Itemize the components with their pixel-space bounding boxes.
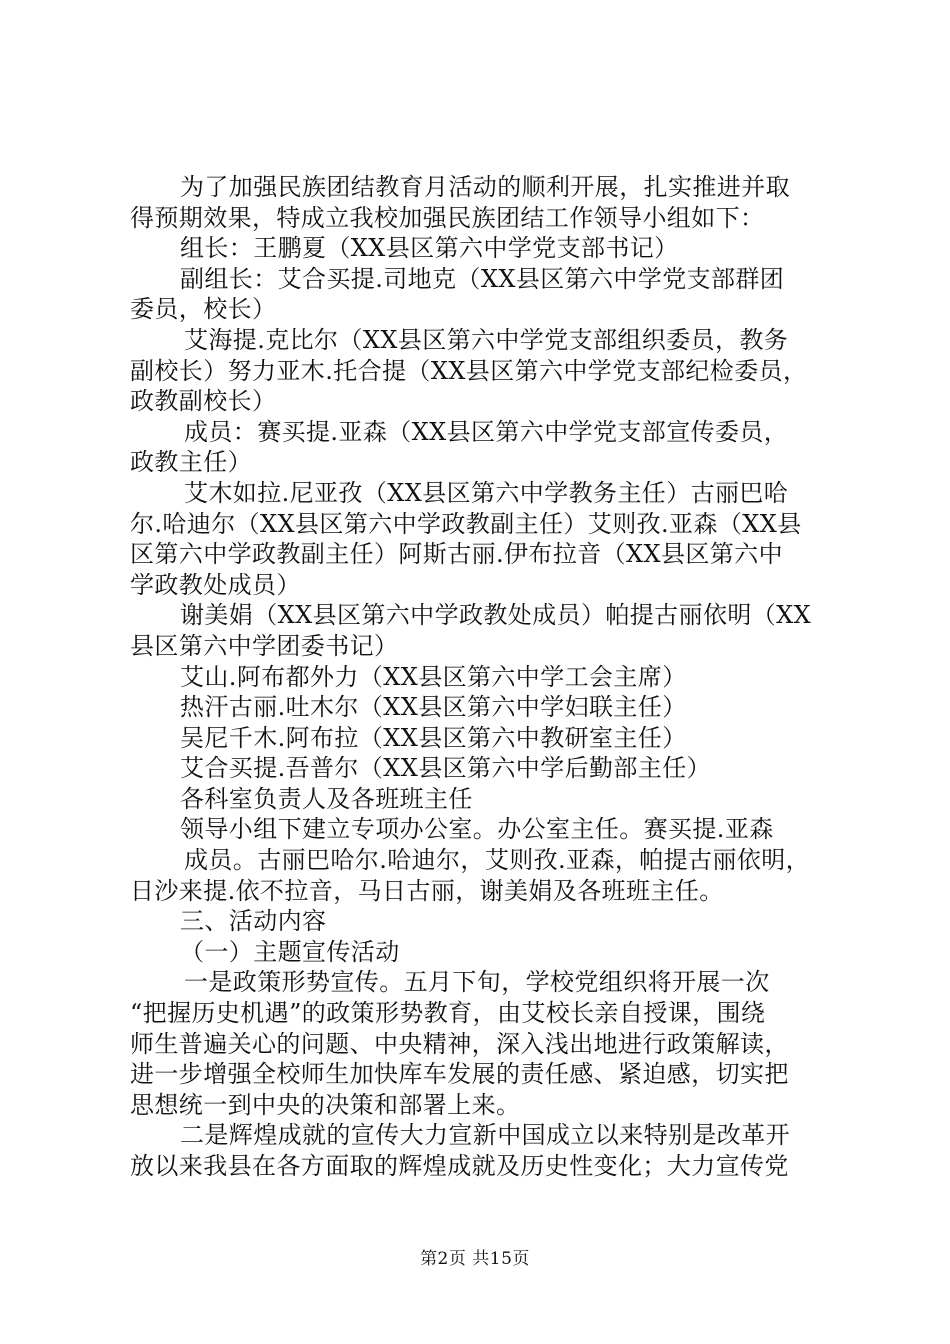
paragraph-line: 副校长）努力亚木.托合提（XX县区第六中学党支部纪检委员，: [130, 356, 808, 385]
paragraph-line: 成员。古丽巴哈尔.哈迪尔，艾则孜.亚森，帕提古丽依明，: [184, 846, 811, 875]
paragraph-line: 艾木如拉.尼亚孜（XX县区第六中学教务主任）古丽巴哈: [184, 478, 789, 507]
paragraph-line: 一是政策形势宣传。五月下旬，学校党组织将开展一次: [184, 968, 770, 997]
page-footer: 第2页 共15页: [420, 1249, 530, 1269]
paragraph-line: 二是辉煌成就的宣传大力宣新中国成立以来特别是改革开: [180, 1121, 790, 1150]
paragraph-line: 委员，校长）: [130, 295, 277, 324]
paragraph-line: 县区第六中学团委书记）: [130, 631, 399, 660]
paragraph-line: 副组长：艾合买提.司地克（XX县区第六中学党支部群团: [180, 264, 785, 293]
paragraph-line: 艾合买提.吾普尔（XX县区第六中学后勤部主任）: [180, 754, 711, 783]
paragraph-line: 成员：赛买提.亚森（XX县区第六中学党支部宣传委员，: [184, 417, 789, 446]
paragraph-line: 吴尼千木.阿布拉（XX县区第六中教研室主任）: [180, 723, 687, 752]
paragraph-line: 政教主任）: [130, 448, 252, 477]
paragraph-line: 师生普遍关心的问题、中央精神，深入浅出地进行政策解读，: [130, 1029, 789, 1058]
paragraph-line: 为了加强民族团结教育月活动的顺利开展，扎实推进并取: [180, 173, 790, 201]
paragraph-line: 组长：王鹏夏（XX县区第六中学党支部书记）: [180, 234, 679, 263]
subsection-heading: （一）主题宣传活动: [180, 937, 400, 966]
paragraph-line: 区第六中学政教副主任）阿斯古丽.伊布拉音（XX县区第六中: [130, 540, 783, 569]
paragraph-line: 各科室负责人及各班班主任: [180, 784, 473, 813]
paragraph-line: 艾山.阿布都外力（XX县区第六中学工会主席）: [180, 662, 687, 691]
paragraph-line: 放以来我县在各方面取的辉煌成就及历史性变化；大力宣传党: [130, 1152, 789, 1180]
paragraph-line: 得预期效果，特成立我校加强民族团结工作领导小组如下：: [130, 203, 765, 232]
paragraph-line: 进一步增强全校师生加快库车发展的责任感、紧迫感，切实把: [130, 1060, 789, 1089]
paragraph-line: 思想统一到中央的决策和部署上来。: [130, 1090, 521, 1119]
paragraph-line: 领导小组下建立专项办公室。办公室主任。赛买提.亚森: [180, 815, 774, 844]
paragraph-line: 学政教处成员）: [130, 570, 301, 599]
section-heading: 三、活动内容: [180, 907, 327, 936]
document-body: [130, 172, 830, 1182]
paragraph-line: 日沙来提.依不拉音，马日古丽，谢美娟及各班班主任。: [130, 876, 724, 905]
paragraph-line: “把握历史机遇”的政策形势教育，由艾校长亲自授课，围绕: [130, 999, 766, 1028]
paragraph-line: 艾海提.克比尔（XX县区第六中学党支部组织委员，教务: [184, 325, 789, 354]
paragraph-line: 尔.哈迪尔（XX县区第六中学政教副主任）艾则孜.亚森（XX县: [130, 509, 802, 538]
paragraph-line: 热汗古丽.吐木尔（XX县区第六中学妇联主任）: [180, 693, 687, 722]
paragraph-line: 政教副校长）: [130, 387, 277, 416]
paragraph-line: 谢美娟（XX县区第六中学政教处成员）帕提古丽依明（XX: [180, 601, 812, 630]
